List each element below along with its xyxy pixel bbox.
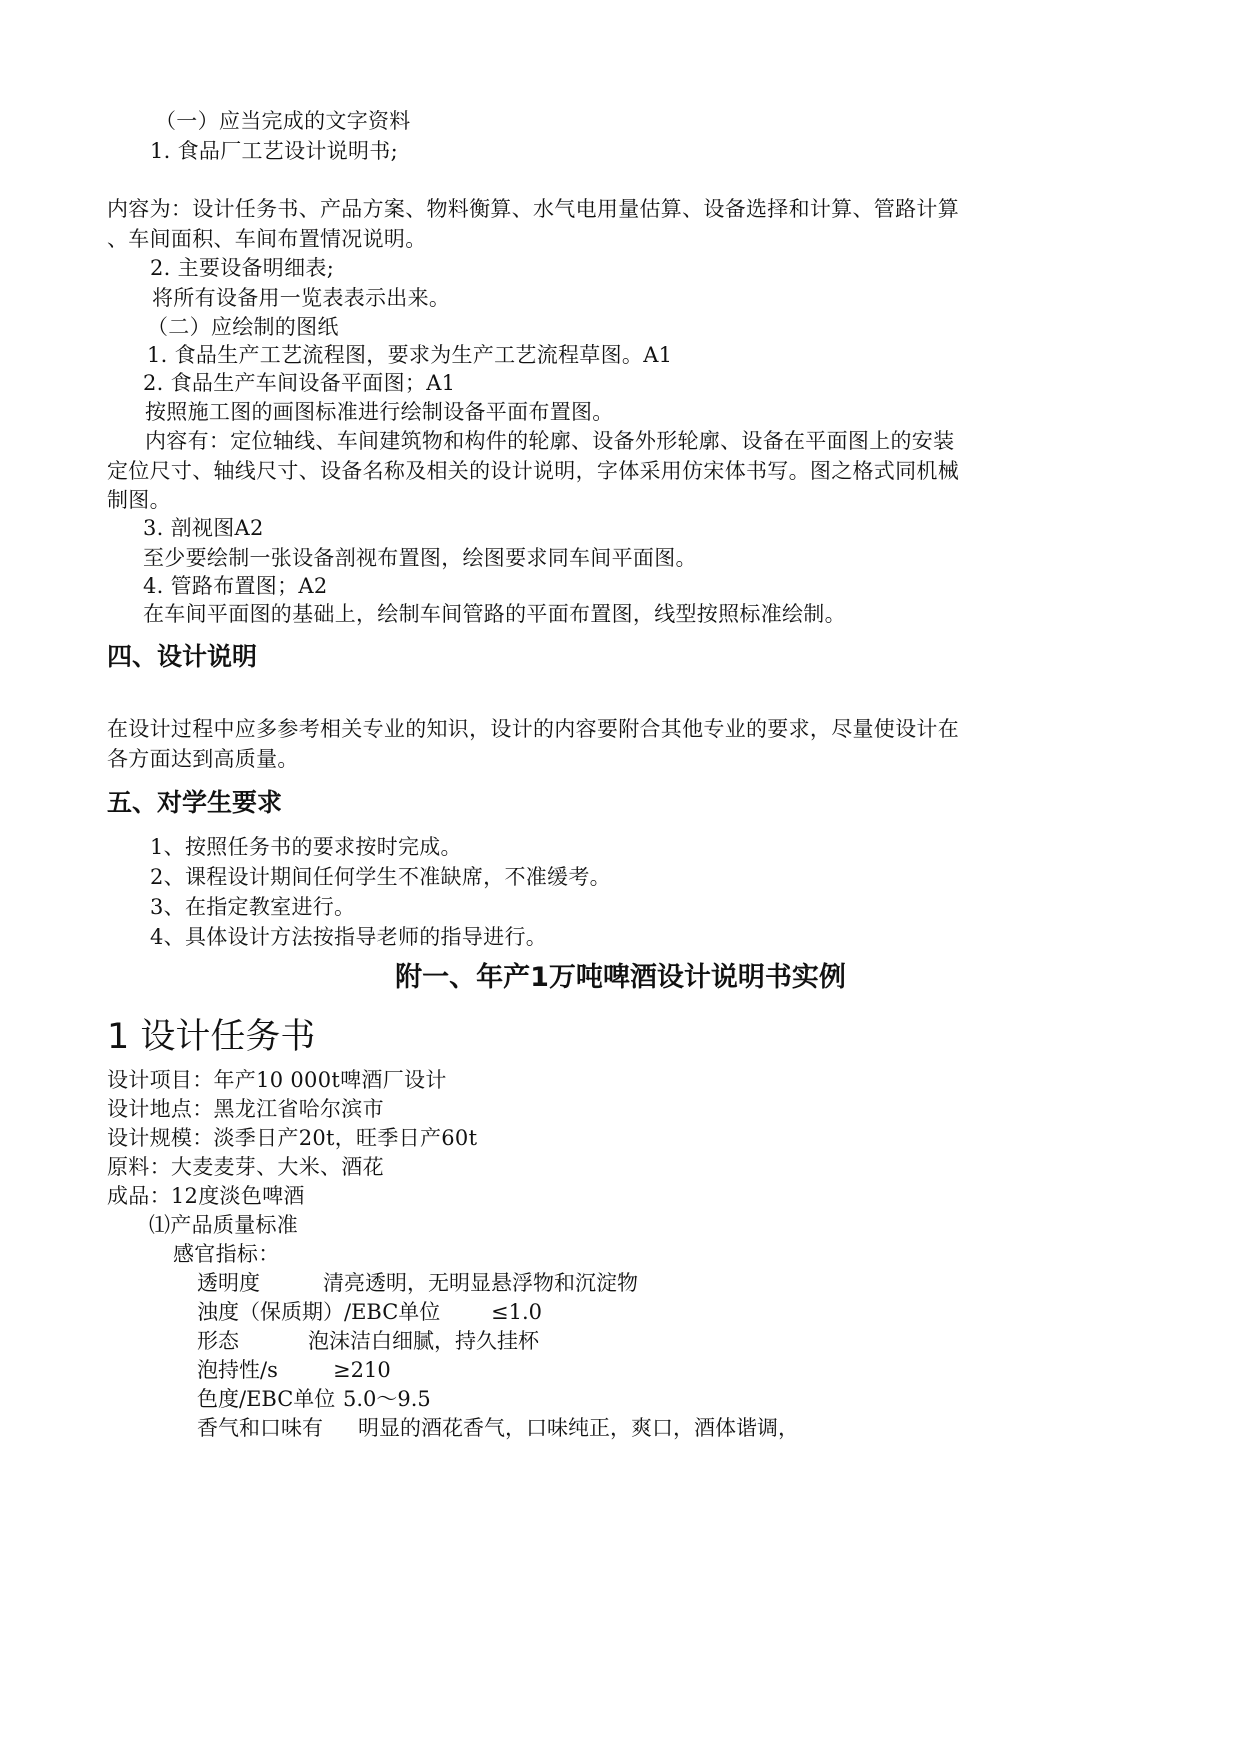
spec-value: ≥210 [333,1358,391,1382]
spec-label: 色度/EBC单位 [197,1387,336,1411]
text-drawing-4: 4. 管路布置图；A2 [143,574,328,598]
spec-label: 透明度 [197,1271,260,1295]
text-design-notes-2: 各方面达到高质量。 [107,747,299,771]
list-item: 4、具体设计方法按指导老师的指导进行。 [150,925,548,949]
spec-label: 香气和口味有 [197,1416,323,1440]
text-drawings-header: （二）应绘制的图纸 [147,315,339,339]
text-content-line-2: 、车间面积、车间布置情况说明。 [107,227,427,251]
heading-student-requirements: 五、对学生要求 [107,788,283,817]
heading-design-notes: 四、设计说明 [107,642,258,671]
heading-design-task: 1 设计任务书 [107,1017,316,1057]
text-design-scale: 设计规模：淡季日产20t，旺季日产60t [107,1126,478,1150]
text-design-location: 设计地点：黑龙江省哈尔滨市 [107,1097,384,1121]
text-drawing-2: 2. 食品生产车间设备平面图；A1 [143,371,456,395]
appendix-title: 附一、年产1万吨啤酒设计说明书实例 [395,962,846,993]
spec-label: 泡持性/s [197,1358,278,1382]
spec-value: 明显的酒花香气，口味纯正，爽口，酒体谐调， [358,1416,799,1440]
list-item: 3、在指定教室进行。 [150,895,356,919]
text-drawing-2-content-1: 内容有：定位轴线、车间建筑物和构件的轮廓、设备外形轮廓、设备在平面图上的安装 [145,429,955,453]
text-drawing-3: 3. 剖视图A2 [143,516,264,540]
spec-value: ≤1.0 [491,1300,542,1324]
text-drawing-2-content-2: 定位尺寸、轴线尺寸、设备名称及相关的设计说明，字体采用仿宋体书写。图之格式同机械 [107,459,959,483]
spec-value: 5.0～9.5 [343,1387,431,1411]
text-drawing-3-desc: 至少要绘制一张设备剖视布置图，绘图要求同车间平面图。 [143,546,697,570]
text-sensory-indicators: 感官指标： [173,1242,280,1266]
text-design-project: 设计项目：年产10 000t啤酒厂设计 [107,1068,447,1092]
text-item-1: 1. 食品厂工艺设计说明书; [150,139,398,163]
text-raw-materials: 原料：大麦麦芽、大米、酒花 [107,1155,384,1179]
spec-value: 清亮透明，无明显悬浮物和沉淀物 [323,1271,638,1295]
spec-value: 泡沫洁白细腻，持久挂杯 [308,1329,539,1353]
text-drawing-2-desc: 按照施工图的画图标准进行绘制设备平面布置图。 [145,400,614,424]
list-item: 1、按照任务书的要求按时完成。 [150,835,462,859]
list-item: 2、课程设计期间任何学生不准缺席，不准缓考。 [150,865,611,889]
text-finished-product: 成品：12度淡色啤酒 [107,1184,305,1208]
text-quality-standard: ⑴产品质量标准 [149,1213,299,1237]
text-item-2: 2. 主要设备明细表; [150,256,335,280]
spec-label: 浊度（保质期）/EBC单位 [197,1300,441,1324]
text-design-notes-1: 在设计过程中应多参考相关专业的知识，设计的内容要附合其他专业的要求，尽量使设计在 [107,717,959,741]
text-materials-header: （一）应当完成的文字资料 [155,109,411,133]
text-drawing-2-content-3: 制图。 [107,488,171,512]
text-content-line-1: 内容为：设计任务书、产品方案、物料衡算、水气电用量估算、设备选择和计算、管路计算 [107,197,959,221]
text-drawing-4-desc: 在车间平面图的基础上，绘制车间管路的平面布置图，线型按照标准绘制。 [143,602,846,626]
spec-label: 形态 [197,1329,239,1353]
text-item-2-desc: 将所有设备用一览表表示出来。 [152,286,451,310]
text-drawing-1: 1. 食品生产工艺流程图，要求为生产工艺流程草图。A1 [147,343,673,367]
